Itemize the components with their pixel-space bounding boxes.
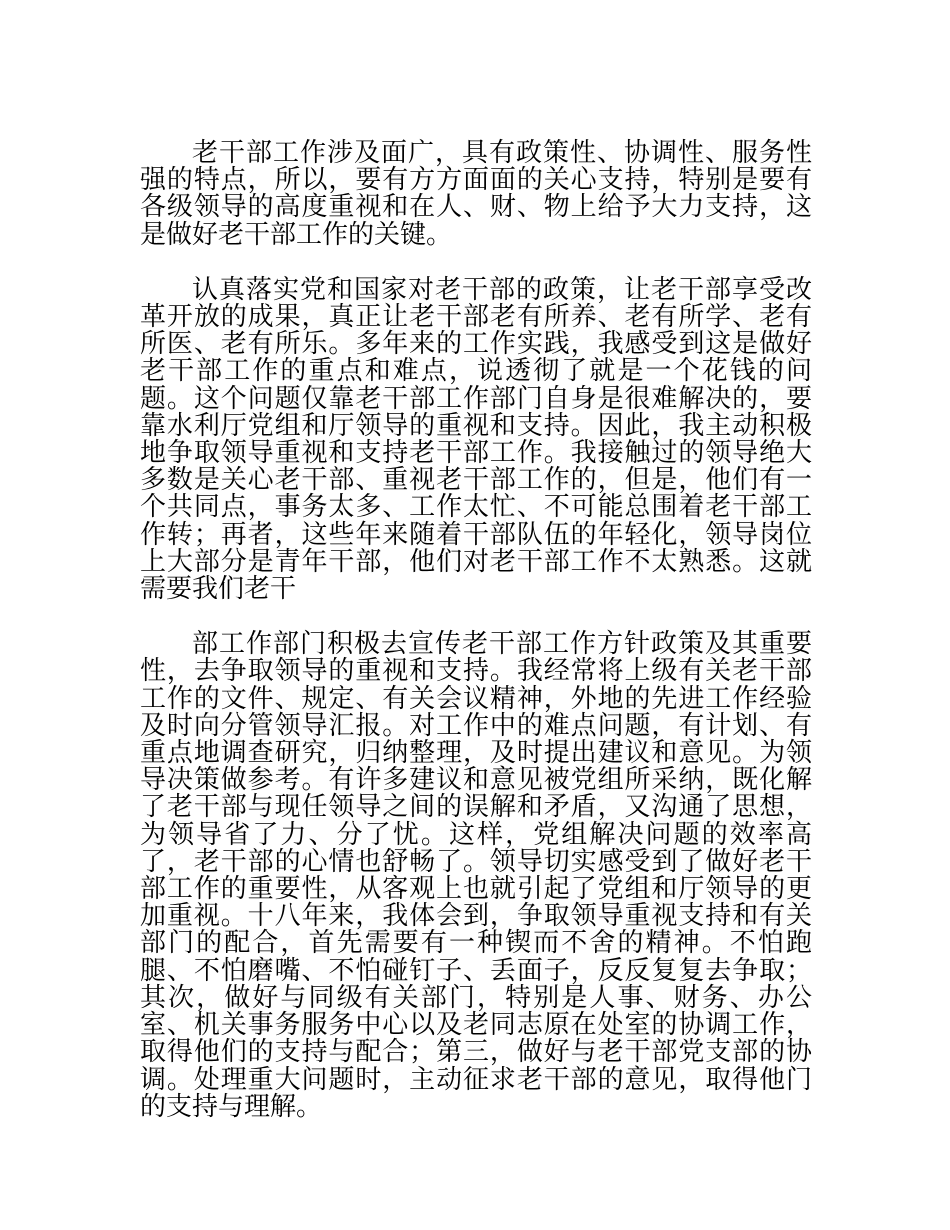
- paragraph-2: 认真落实党和国家对老干部的政策，让老干部享受改革开放的成果，真正让老干部老有所养、老有所学、老有所医、老有所乐。多年来的工作实践，我感受到这是做好老干部工作的重点和难点，说透彻了就是一个花钱的问题。这个问题仅靠老干部工作部门自身是很难解决的，要靠水利厅党组和厅领导的重视和支持。因此，我主动积极地争取领导重视和支持老干部工作。我接触过的领导绝大多数是关心老干部、重视老干部工作的，但是，他们有一个共同点，事务太多、工作太忙、不可能总围着老干部工作转；再者，这些年来随着干部队伍的年轻化，领导岗位上大部分是青年干部，他们对老干部工作不太熟悉。这就需要我们老干: [140, 274, 812, 605]
- paragraph-3: 部工作部门积极去宣传老干部工作方针政策及其重要性，去争取领导的重视和支持。我经常将上级有关老干部工作的文件、规定、有关会议精神，外地的先进工作经验及时向分管领导汇报。对工作中的难点问题，有计划、有重点地调查研究，归纳整理，及时提出建议和意见。为领导决策做参考。有许多建议和意见被党组所采纳，既化解了老干部与现任领导之间的误解和矛盾，又沟通了思想，为领导省了力、分了忧。这样，党组解决问题的效率高了，老干部的心情也舒畅了。领导切实感受到了做好老干部工作的重要性，从客观上也就引起了党组和厅领导的更加重视。十八年来，我体会到，争取领导重视支持和有关部门的配合，首先需要有一种锲而不舍的精神。不怕跑腿、不怕磨嘴、不怕碰钉子、丢面子，反反复复去争取；其次，做好与同级有关部门，特别是人事、财务、办公室、机关事务服务中心以及老同志原在处室的协调工作，取得他们的支持与配合；第三，做好与老干部党支部的协调。处理重大问题时，主动征求老干部的意见，取得他门的支持与理解。: [140, 629, 812, 1122]
- document-body: [140, 140, 812, 1121]
- paragraph-1: 老干部工作涉及面广，具有政策性、协调性、服务性强的特点，所以，要有方方面面的关心支持，特别是要有各级领导的高度重视和在人、财、物上给予大力支持，这是做好老干部工作的关键。: [140, 138, 812, 250]
